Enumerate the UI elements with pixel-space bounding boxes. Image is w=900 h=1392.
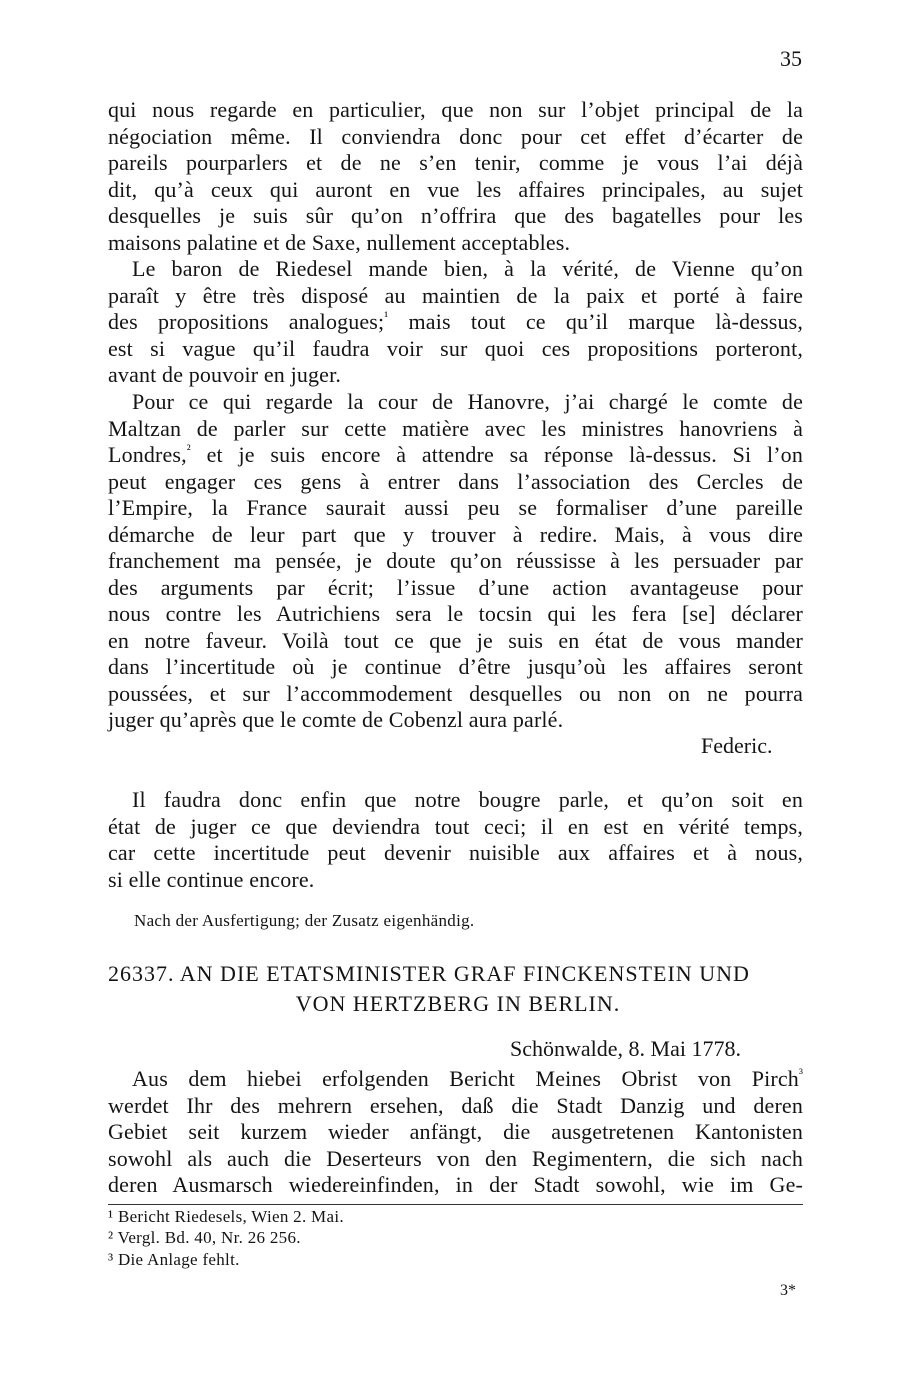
text-line: Gebiet seit kurzem wieder anfängt, die ausgetretenen Kantonisten xyxy=(108,1119,803,1144)
signature-mark: 3* xyxy=(780,1282,796,1299)
footnote-divider xyxy=(108,1204,803,1205)
text-line: état de juger ce que deviendra tout ceci; il en est en vérité temps, xyxy=(108,813,803,839)
footnote-2: ² Vergl. Bd. 40, Nr. 26 256. xyxy=(108,1228,301,1247)
document-heading: 26337. AN DIE ETATSMINISTER GRAF FINCKENSTEIN UND xyxy=(108,961,750,986)
text-segment: Aus dem hiebei erfolgenden Bericht Meines Obrist von Pirch xyxy=(132,1066,799,1091)
letter-body xyxy=(108,1066,803,1199)
text-line: dit, qu’à ceux qui auront en vue les affaires principales, au sujet xyxy=(108,176,803,202)
footnote-ref-2: ² xyxy=(186,441,191,457)
text-line: qui nous regarde en particulier, que non sur l’objet principal de la xyxy=(108,97,803,122)
footnote-3: ³ Die Anlage fehlt. xyxy=(108,1250,240,1269)
text-line: dans l’incertitude où je continue d’être jusqu’où les affaires seront xyxy=(108,654,803,679)
document-heading-continued: VON HERTZBERG IN BERLIN. xyxy=(295,991,621,1016)
text-line: Le baron de Riedesel mande bien, à la vérité, de Vienne qu’on xyxy=(132,256,803,281)
text-line: Il faudra donc enfin que notre bougre parle, et qu’on soit en xyxy=(132,787,803,812)
footnote-ref-1: ¹ xyxy=(384,308,389,324)
text-line: juger qu’après que le comte de Cobenzl aura parlé. xyxy=(108,707,564,732)
page-number: 35 xyxy=(780,46,802,71)
text-line: nous contre les Autrichiens sera le tocsin qui les fera [se] déclarer xyxy=(108,601,803,626)
paragraph-1 xyxy=(108,97,803,256)
text-line: maisons palatine et de Saxe, nullement acceptables. xyxy=(108,229,571,255)
text-line: franchement ma pensée, je doute qu’on réussisse à les persuader par xyxy=(108,548,803,573)
text-segment: et je suis encore à attendre sa réponse là-dessus. Si l’on xyxy=(190,442,803,467)
footnote-1: ¹ Bericht Riedesels, Wien 2. Mai. xyxy=(108,1207,344,1226)
text-line: Pour ce qui regarde la cour de Hanovre, j’ai chargé le comte de xyxy=(132,389,803,414)
text-segment: des propositions analogues; xyxy=(108,309,385,334)
text-line xyxy=(108,309,803,336)
footnote-ref-3: ³ xyxy=(798,1065,803,1081)
text-segment: Londres, xyxy=(108,442,187,467)
text-line: négociation même. Il conviendra donc pour cet effet d’écarter de xyxy=(108,123,803,149)
text-line: si elle continue encore. xyxy=(108,866,315,892)
text-line: l’Empire, la France saurait aussi peu se formaliser d’une pareille xyxy=(108,495,803,520)
text-line: pareils pourparlers et de ne s’en tenir, comme je vous l’ai déjà xyxy=(108,150,803,175)
paragraph-2 xyxy=(108,256,803,389)
text-segment: mais tout ce qu’il marque là-dessus, xyxy=(388,309,804,334)
source-note: Nach der Ausfertigung; der Zusatz eigenhändig. xyxy=(134,911,475,930)
text-line: avant de pouvoir en juger. xyxy=(108,362,341,387)
text-line: sowohl als auch die Deserteurs von den Regimentern, die sich nach xyxy=(108,1145,803,1171)
text-line: est si vague qu’il faudra voir sur quoi ces propositions porteront, xyxy=(108,335,803,361)
signature: Federic. xyxy=(701,733,773,758)
postscript xyxy=(108,787,803,893)
dateline: Schönwalde, 8. Mai 1778. xyxy=(510,1036,741,1061)
text-line: poussées, et sur l’accommodement desquelles ou non on ne pourra xyxy=(108,680,803,706)
text-line: werdet Ihr des mehrern ersehen, daß die Stadt Danzig und deren xyxy=(108,1092,803,1118)
text-line: deren Ausmarsch wiedereinfinden, in der Stadt sowohl, wie im Ge- xyxy=(108,1172,803,1197)
paragraph-3 xyxy=(108,389,803,734)
text-line: des arguments par écrit; l’issue d’une action avantageuse pour xyxy=(108,574,803,600)
text-line xyxy=(108,442,803,469)
text-line: démarche de leur part que y trouver à redire. Mais, à vous dire xyxy=(108,521,803,547)
text-line: Maltzan de parler sur cette matière avec les ministres hanovriens à xyxy=(108,415,803,441)
text-line: desquelles je suis sûr qu’on n’offrira que des bagatelles pour les xyxy=(108,203,803,228)
text-line: paraît y être très disposé au maintien de la paix et porté à faire xyxy=(108,282,803,308)
text-line: car cette incertitude peut devenir nuisible aux affaires et à nous, xyxy=(108,840,803,865)
text-line: en notre faveur. Voilà tout ce que je suis en état de vous mander xyxy=(108,627,803,653)
text-line xyxy=(108,1066,803,1093)
text-line: peut engager ces gens à entrer dans l’association des Cercles de xyxy=(108,468,803,494)
